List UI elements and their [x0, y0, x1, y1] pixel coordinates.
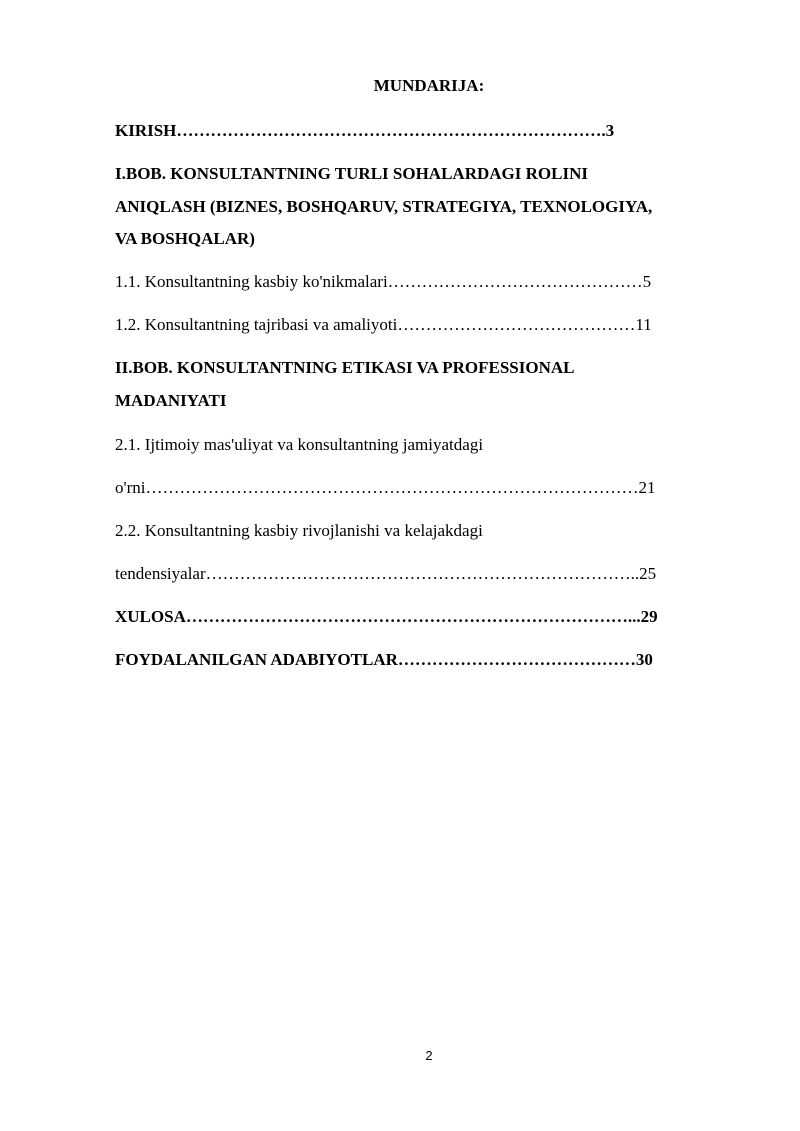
toc-title: MUNDARIJA:: [373, 76, 485, 95]
toc-entry-xulosa: XULOSA……………………………………………………………………...29: [115, 607, 658, 626]
toc-section-2-1-line-1: 2.1. Ijtimoiy mas'uliyat va konsultantning jamiyatdagi: [115, 435, 484, 454]
toc-chapter-1-line-2: ANIQLASH (BIZNES, BOSHQARUV, STRATEGIYA, TEXNOLOGIYA,: [115, 197, 653, 216]
toc-entry-kirish: KIRISH………………………………………………………………….3: [115, 121, 615, 140]
toc-section-1-1: 1.1. Konsultantning kasbiy ko'nikmalari………………………………………5: [115, 272, 652, 291]
toc-entry-references: FOYDALANILGAN ADABIYOTLAR……………………………………30: [115, 650, 653, 669]
toc-section-2-2-line-2: tendensiyalar…………………………………………………………………..25: [115, 564, 657, 583]
toc-chapter-1-line-3: VA BOSHQALAR): [115, 229, 255, 248]
toc-chapter-2-line-1: II.BOB. KONSULTANTNING ETIKASI VA PROFESSIONAL: [115, 358, 575, 377]
toc-section-2-2-line-1: 2.2. Konsultantning kasbiy rivojlanishi va kelajakdagi: [115, 521, 483, 540]
page-number: 2: [425, 1048, 433, 1063]
toc-chapter-1-line-1: I.BOB. KONSULTANTNING TURLI SOHALARDAGI ROLINI: [115, 164, 588, 183]
toc-section-1-2: 1.2. Konsultantning tajribasi va amaliyoti……………………………………11: [115, 315, 652, 334]
toc-section-2-1-line-2: o'rni……………………………………………………………………………21: [115, 478, 656, 497]
toc-chapter-2-line-2: MADANIYATI: [115, 391, 227, 410]
